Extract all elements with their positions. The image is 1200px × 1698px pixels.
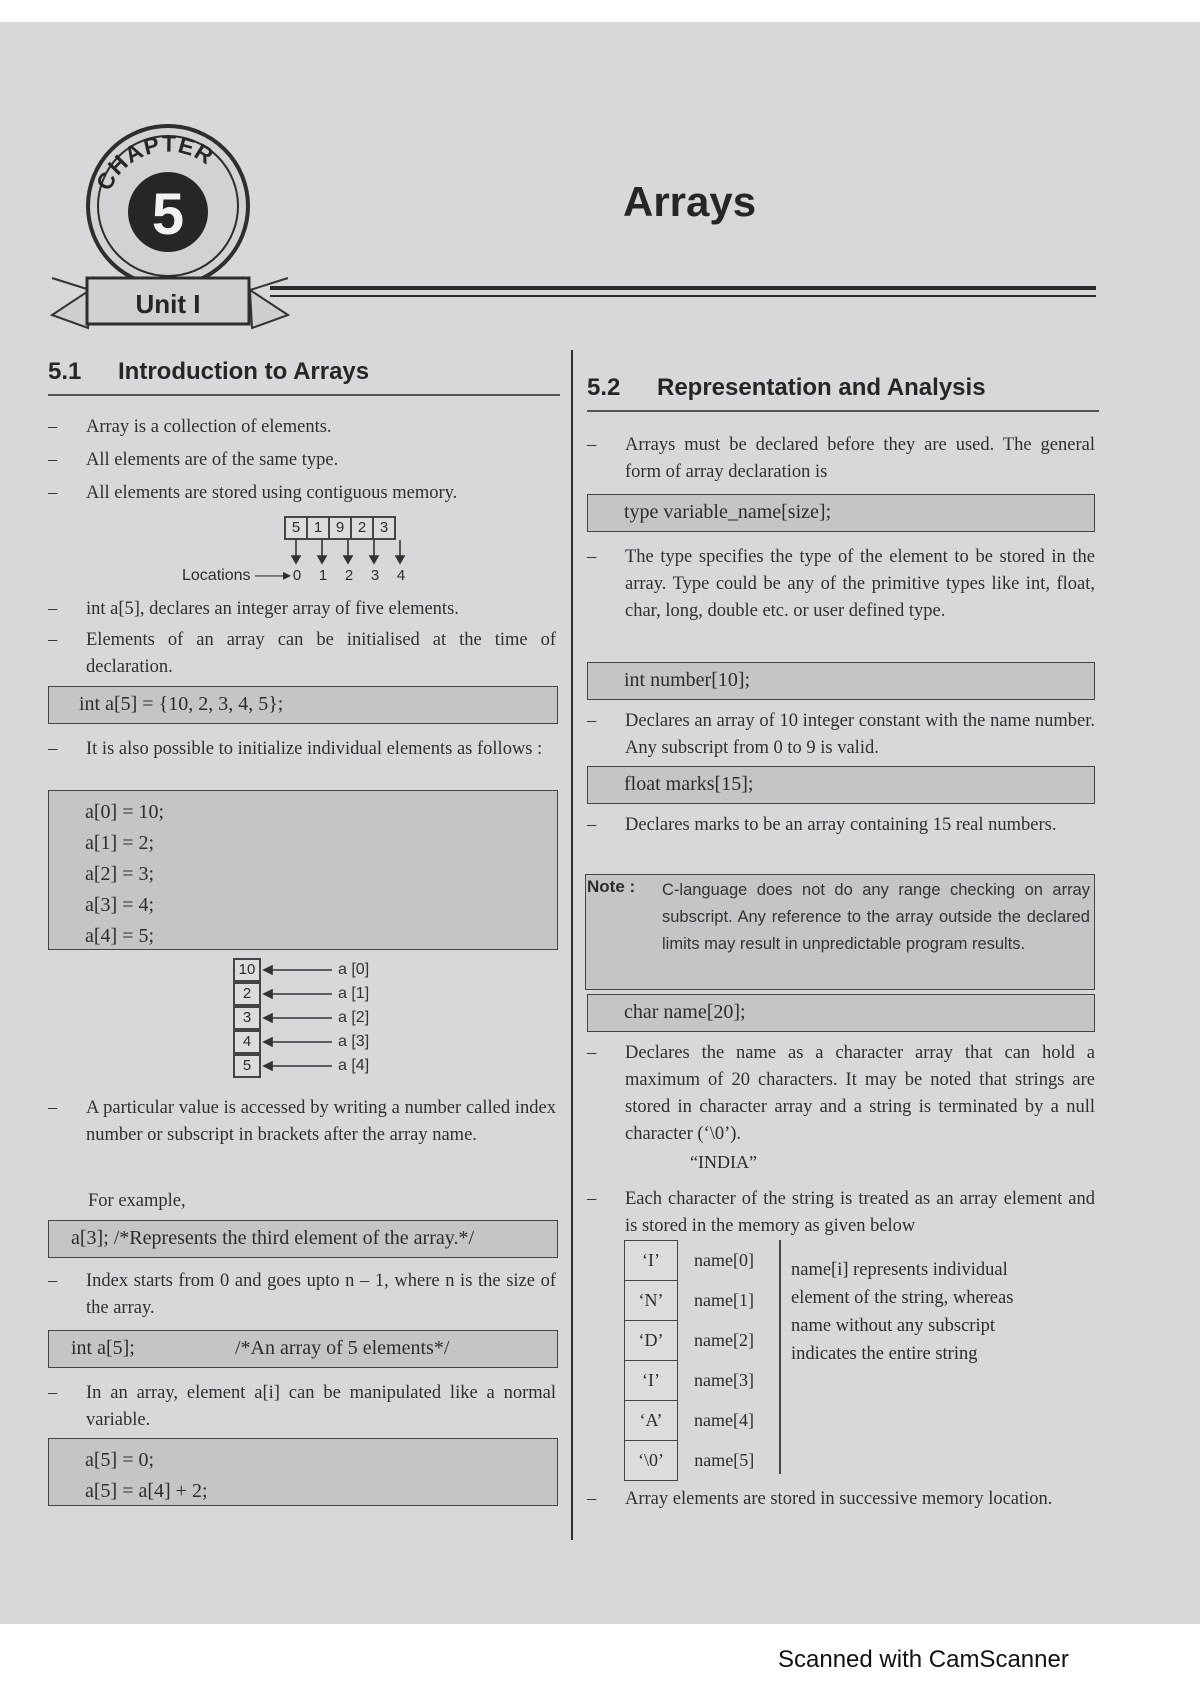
array-memory-diagram <box>284 516 394 540</box>
element-cell: 2 <box>233 982 261 1006</box>
location-index: 4 <box>396 567 406 584</box>
list-item: – All elements are stored using contiguous memory. <box>48 483 458 503</box>
location-index: 0 <box>292 567 302 584</box>
array-cell: 2 <box>350 516 374 540</box>
code-box: int a[5] = {10, 2, 3, 4, 5}; <box>48 686 558 724</box>
chapter-number: 5 <box>151 182 185 247</box>
table-row <box>625 1361 771 1401</box>
unit-label: Unit I <box>135 289 201 319</box>
code-box: type variable_name[size]; <box>587 494 1095 532</box>
locations-label: Locations ——▸ <box>182 567 289 584</box>
code-box <box>48 1438 558 1506</box>
array-cell: 9 <box>328 516 352 540</box>
element-cell: 4 <box>233 1030 261 1054</box>
char-cell: ‘\0’ <box>625 1441 678 1481</box>
location-index: 1 <box>318 567 328 584</box>
list-item: – Declares the name as a character array that can hold a maximum of 20 characters. It may be noted that strings are stored in character array and a string is terminated by a null character (‘\0’). <box>587 1043 1095 1144</box>
note-label: Note : <box>587 877 636 896</box>
table-row <box>625 1241 771 1281</box>
array-cell: 3 <box>372 516 396 540</box>
list-item: – Declares marks to be an array containing 15 real numbers. <box>587 815 1057 835</box>
char-cell: ‘I’ <box>625 1361 678 1401</box>
table-divider <box>779 1240 781 1474</box>
list-item: – In an array, element a[i] can be manipulated like a normal variable. <box>48 1383 556 1430</box>
name-cell: name[4] <box>694 1410 754 1430</box>
array-cell: 1 <box>306 516 330 540</box>
section-title: Introduction to Arrays <box>118 358 370 385</box>
name-cell: name[1] <box>694 1290 754 1310</box>
table-row <box>625 1441 771 1481</box>
section-number: 5.1 <box>48 358 82 385</box>
code-comment: /*An array of 5 elements*/ <box>235 1337 450 1359</box>
list-item: – It is also possible to initialize individual elements as follows : <box>48 739 543 759</box>
element-label: a [4] <box>338 1057 370 1074</box>
element-arrows <box>262 958 336 1078</box>
section-heading-5-2 <box>587 374 1099 412</box>
scanner-watermark: Scanned with CamScanner <box>778 1646 1069 1673</box>
section-title: Representation and Analysis <box>657 374 986 401</box>
list-item: – The type specifies the type of the element to be stored in the array. Type could be any of the primitive types like int, float, char, long, double etc. or user defined type. <box>587 547 1095 621</box>
name-cell: name[0] <box>694 1250 754 1270</box>
list-item: – A particular value is accessed by writing a number called index number or subscript in brackets after the array name. <box>48 1098 556 1145</box>
table-row <box>625 1401 771 1441</box>
location-index: 2 <box>344 567 354 584</box>
title-rule <box>270 286 1096 290</box>
char-table-explanation: name[i] represents individual element of the string, whereas name without any subscript indicates the entire string <box>791 1260 1014 1364</box>
element-cell: 3 <box>233 1006 261 1030</box>
title-rule-thin <box>270 295 1096 297</box>
name-cell: name[2] <box>694 1330 754 1350</box>
code-box: char name[20]; <box>587 994 1095 1032</box>
element-label: a [2] <box>338 1009 370 1026</box>
list-item: – Array is a collection of elements. <box>48 417 332 437</box>
example-string: “INDIA” <box>690 1152 757 1172</box>
list-item: – All elements are of the same type. <box>48 450 339 470</box>
code-box: a[3]; /*Represents the third element of the array.*/ <box>48 1220 558 1258</box>
list-item: – Arrays must be declared before they are used. The general form of array declaration is <box>587 435 1095 482</box>
code-box: int number[10]; <box>587 662 1095 700</box>
list-item: – Index starts from 0 and goes upto n – 1, where n is the size of the array. <box>48 1271 556 1318</box>
list-item: – Elements of an array can be initialised at the time of declaration. <box>48 630 556 677</box>
char-memory-table <box>624 1240 771 1481</box>
code-line: a[5] = 0; <box>85 1449 155 1471</box>
code-line: a[5] = a[4] + 2; <box>85 1480 208 1502</box>
code-box <box>48 1330 558 1368</box>
element-cell: 10 <box>233 958 261 982</box>
list-item: – int a[5], declares an integer array of five elements. <box>48 599 459 619</box>
char-cell: ‘D’ <box>625 1321 678 1361</box>
code-line: a[0] = 10; <box>85 801 165 823</box>
list-item: – Declares an array of 10 integer constant with the name number. Any subscript from 0 to 9 is valid. <box>587 711 1095 758</box>
element-label: a [0] <box>338 961 370 978</box>
char-cell: ‘I’ <box>625 1241 678 1281</box>
list-item: – Each character of the string is treated as an array element and is stored in the memory as given below <box>587 1189 1095 1236</box>
code-text: int a[5]; <box>71 1337 135 1359</box>
table-row <box>625 1281 771 1321</box>
chapter-badge-text <box>50 120 290 330</box>
location-arrows <box>250 538 430 568</box>
code-line: a[4] = 5; <box>85 925 155 947</box>
for-example-label: For example, <box>88 1191 186 1211</box>
chapter-label: CHAPTER <box>90 130 219 195</box>
array-cell: 5 <box>284 516 308 540</box>
section-heading-5-1 <box>48 358 560 396</box>
table-row <box>625 1321 771 1361</box>
note-text: C-language does not do any range checking on array subscript. Any reference to the array outside the declared limits may result in unpredictable program results. <box>662 881 1090 953</box>
list-item: – Array elements are stored in successive memory location. <box>587 1489 1053 1509</box>
code-line: a[2] = 3; <box>85 863 155 885</box>
name-cell: name[5] <box>694 1450 755 1470</box>
element-cell: 5 <box>233 1054 261 1078</box>
location-index: 3 <box>370 567 380 584</box>
column-divider <box>571 350 573 1540</box>
code-line: a[3] = 4; <box>85 894 155 916</box>
code-line: a[1] = 2; <box>85 832 155 854</box>
name-cell: name[3] <box>694 1370 754 1390</box>
element-label: a [1] <box>338 985 370 1002</box>
char-cell: ‘N’ <box>625 1281 678 1321</box>
chapter-title: Arrays <box>623 178 757 225</box>
code-box: float marks[15]; <box>587 766 1095 804</box>
section-number: 5.2 <box>587 374 621 401</box>
char-cell: ‘A’ <box>625 1401 678 1441</box>
element-label: a [3] <box>338 1033 370 1050</box>
code-box <box>48 790 558 950</box>
